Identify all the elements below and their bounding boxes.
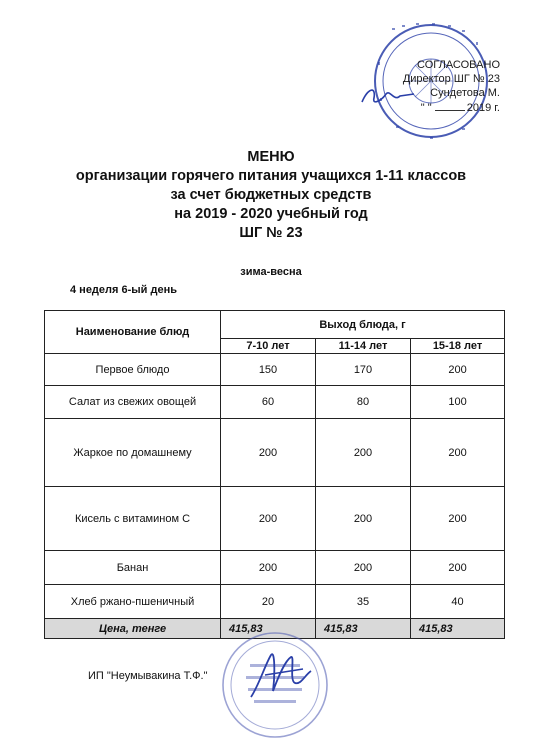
dish-output-11-14: 200	[316, 419, 411, 487]
dish-output-11-14: 200	[316, 551, 411, 585]
dish-output-7-10: 20	[221, 585, 316, 619]
dish-name: Кисель с витамином С	[45, 487, 221, 551]
dish-name: Первое блюдо	[45, 354, 221, 386]
approval-date	[350, 100, 500, 115]
table-row	[45, 354, 505, 386]
dish-output-11-14: 200	[316, 487, 411, 551]
approval-year: 2019 г.	[466, 102, 500, 114]
dish-output-11-14: 35	[316, 585, 411, 619]
supplier-signature	[245, 645, 315, 705]
table-row	[45, 585, 505, 619]
approval-title: СОГЛАСОВАНО	[417, 59, 500, 71]
season-label: зима-весна	[240, 266, 302, 278]
age-group-2: 11-14 лет	[316, 339, 411, 354]
week-day-label: 4 неделя 6-ый день	[70, 284, 177, 296]
approval-date-quotes: " "	[420, 102, 432, 114]
dish-output-15-18: 40	[411, 585, 505, 619]
dish-output-15-18: 200	[411, 551, 505, 585]
dish-name: Жаркое по домашнему	[45, 419, 221, 487]
dish-output-7-10: 200	[221, 551, 316, 585]
dish-output-11-14: 80	[316, 386, 411, 419]
approval-block	[350, 58, 500, 115]
price-11-14: 415,83	[316, 619, 411, 639]
dish-output-15-18: 200	[411, 419, 505, 487]
price-15-18: 415,83	[411, 619, 505, 639]
age-group-1: 7-10 лет	[221, 339, 316, 354]
approval-director: Директор ШГ № 23	[402, 73, 500, 85]
supplier-name: ИП "Неумывакина Т.Ф."	[88, 670, 208, 682]
dish-name: Банан	[45, 551, 221, 585]
dish-name: Салат из свежих овощей	[45, 386, 221, 419]
menu-title	[40, 148, 502, 243]
table-row	[45, 551, 505, 585]
table-row	[45, 487, 505, 551]
dish-name: Хлеб ржано-пшеничный	[45, 585, 221, 619]
dish-output-7-10: 150	[221, 354, 316, 386]
price-7-10: 415,83	[221, 619, 316, 639]
title-line-5: ШГ № 23	[239, 225, 303, 241]
dish-output-7-10: 200	[221, 419, 316, 487]
dish-output-7-10: 200	[221, 487, 316, 551]
title-line-3: за счет бюджетных средств	[170, 187, 372, 203]
header-dish-name: Наименование блюд	[45, 311, 221, 354]
title-line-1: МЕНЮ	[247, 149, 295, 165]
dish-output-15-18: 200	[411, 354, 505, 386]
dish-output-15-18: 100	[411, 386, 505, 419]
dish-output-11-14: 170	[316, 354, 411, 386]
menu-table	[44, 310, 505, 639]
table-row	[45, 386, 505, 419]
price-label: Цена, тенге	[45, 619, 221, 639]
date-blank	[435, 100, 465, 111]
header-output: Выход блюда, г	[221, 311, 505, 339]
age-group-3: 15-18 лет	[411, 339, 505, 354]
dish-output-15-18: 200	[411, 487, 505, 551]
dish-output-7-10: 60	[221, 386, 316, 419]
table-row	[45, 419, 505, 487]
title-line-2: организации горячего питания учащихся 1-11 классов	[75, 168, 467, 184]
table-header-row	[45, 311, 505, 339]
approval-name: Сундетова М.	[430, 87, 500, 99]
title-line-4: на 2019 - 2020 учебный год	[174, 206, 368, 222]
